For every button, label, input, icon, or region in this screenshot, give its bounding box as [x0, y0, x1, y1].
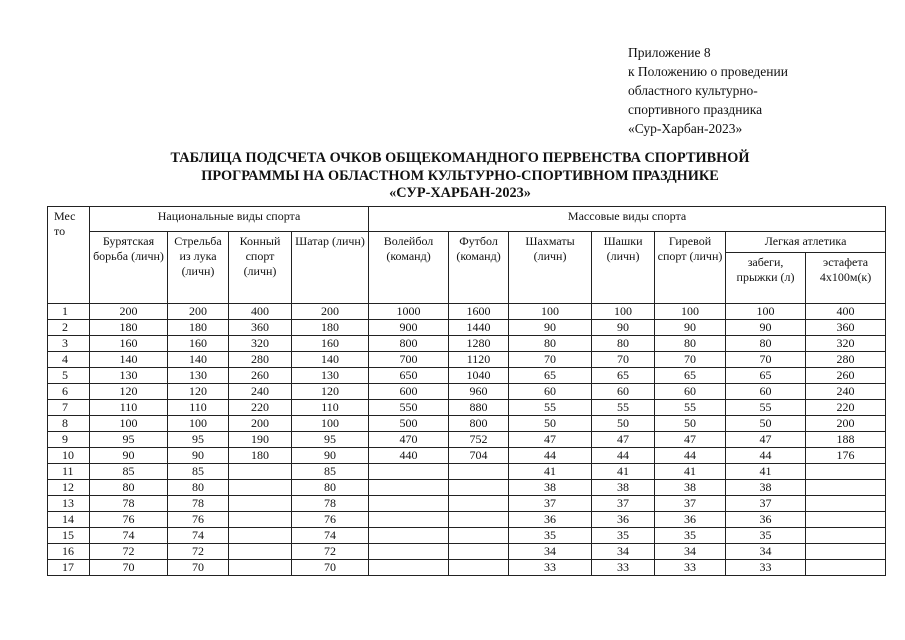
points-cell: 74 [90, 528, 168, 544]
points-cell: 110 [90, 400, 168, 416]
column-header: Волейбол (команд) [369, 232, 449, 304]
points-cell [449, 480, 509, 496]
points-cell: 360 [229, 320, 292, 336]
points-cell [806, 544, 886, 560]
points-cell: 600 [369, 384, 449, 400]
points-cell: 35 [509, 528, 592, 544]
points-cell: 320 [806, 336, 886, 352]
column-header: Шашки (личн) [592, 232, 655, 304]
points-cell: 47 [655, 432, 726, 448]
place-header: Мес то [48, 207, 90, 304]
points-cell: 50 [592, 416, 655, 432]
points-cell: 1280 [449, 336, 509, 352]
points-cell: 360 [806, 320, 886, 336]
place-cell: 9 [48, 432, 90, 448]
points-cell: 47 [726, 432, 806, 448]
points-cell: 70 [90, 560, 168, 576]
points-cell: 41 [592, 464, 655, 480]
points-cell: 44 [726, 448, 806, 464]
points-cell: 100 [655, 304, 726, 320]
points-cell: 76 [90, 512, 168, 528]
table-row [48, 496, 886, 512]
points-cell: 60 [655, 384, 726, 400]
points-cell: 78 [168, 496, 229, 512]
points-cell: 95 [292, 432, 369, 448]
appendix-line: Приложение 8 [628, 45, 711, 60]
points-cell: 1040 [449, 368, 509, 384]
points-cell: 160 [90, 336, 168, 352]
points-cell: 80 [292, 480, 369, 496]
points-cell: 37 [726, 496, 806, 512]
points-cell: 55 [726, 400, 806, 416]
points-cell: 44 [509, 448, 592, 464]
points-cell: 38 [509, 480, 592, 496]
column-header: забеги, прыжки (л) [726, 253, 806, 304]
points-cell: 180 [168, 320, 229, 336]
table-row [48, 512, 886, 528]
points-cell: 37 [592, 496, 655, 512]
points-cell [229, 464, 292, 480]
table-row [48, 480, 886, 496]
place-cell: 5 [48, 368, 90, 384]
points-cell: 70 [509, 352, 592, 368]
points-cell [369, 512, 449, 528]
place-cell: 16 [48, 544, 90, 560]
place-cell: 3 [48, 336, 90, 352]
points-cell: 1600 [449, 304, 509, 320]
points-cell [369, 544, 449, 560]
points-cell: 55 [592, 400, 655, 416]
column-header: Гиревой спорт (личн) [655, 232, 726, 304]
points-cell: 47 [509, 432, 592, 448]
points-cell [449, 512, 509, 528]
points-cell: 80 [90, 480, 168, 496]
points-cell [229, 528, 292, 544]
points-cell: 160 [168, 336, 229, 352]
points-cell: 220 [229, 400, 292, 416]
column-header: эстафета 4х100м(к) [806, 253, 886, 304]
points-cell: 33 [726, 560, 806, 576]
points-cell: 180 [90, 320, 168, 336]
column-header: Шатар (личн) [292, 232, 369, 304]
points-cell: 55 [509, 400, 592, 416]
points-cell: 41 [655, 464, 726, 480]
appendix-line: спортивного праздника [628, 102, 763, 117]
mass-sports-header: Массовые виды спорта [369, 207, 886, 232]
points-cell: 90 [726, 320, 806, 336]
points-cell: 38 [726, 480, 806, 496]
points-cell: 35 [592, 528, 655, 544]
place-cell: 1 [48, 304, 90, 320]
points-cell: 280 [806, 352, 886, 368]
points-cell [806, 464, 886, 480]
points-cell: 44 [592, 448, 655, 464]
points-cell: 70 [592, 352, 655, 368]
points-cell [806, 528, 886, 544]
points-cell [369, 480, 449, 496]
points-cell: 34 [592, 544, 655, 560]
points-cell: 60 [509, 384, 592, 400]
points-cell [449, 528, 509, 544]
appendix-line: областного культурно- [628, 83, 758, 98]
appendix-note [628, 43, 788, 138]
table-row [48, 544, 886, 560]
points-cell [449, 560, 509, 576]
title-line: ПРОГРАММЫ НА ОБЛАСТНОМ КУЛЬТУРНО-СПОРТИВНОМ ПРАЗДНИКЕ [201, 167, 719, 184]
points-cell: 50 [509, 416, 592, 432]
place-cell: 7 [48, 400, 90, 416]
points-cell: 700 [369, 352, 449, 368]
points-cell [449, 496, 509, 512]
table-row [48, 368, 886, 384]
points-cell: 1440 [449, 320, 509, 336]
points-cell: 120 [168, 384, 229, 400]
points-cell: 240 [229, 384, 292, 400]
points-cell: 90 [509, 320, 592, 336]
points-cell: 72 [90, 544, 168, 560]
points-cell: 70 [726, 352, 806, 368]
title-line: «СУР-ХАРБАН-2023» [389, 185, 531, 201]
table-row [48, 384, 886, 400]
document-title [110, 150, 810, 203]
table-row [48, 352, 886, 368]
points-cell: 80 [592, 336, 655, 352]
points-cell [369, 560, 449, 576]
points-cell: 800 [449, 416, 509, 432]
points-cell: 280 [229, 352, 292, 368]
points-cell: 200 [292, 304, 369, 320]
points-cell: 78 [90, 496, 168, 512]
points-cell: 100 [592, 304, 655, 320]
points-cell: 95 [90, 432, 168, 448]
points-cell: 130 [90, 368, 168, 384]
place-cell: 2 [48, 320, 90, 336]
points-cell: 65 [509, 368, 592, 384]
table-row [48, 320, 886, 336]
points-cell: 36 [509, 512, 592, 528]
points-cell: 36 [592, 512, 655, 528]
points-cell [449, 464, 509, 480]
points-cell: 90 [292, 448, 369, 464]
table-row [48, 448, 886, 464]
place-cell: 11 [48, 464, 90, 480]
place-cell: 8 [48, 416, 90, 432]
place-cell: 14 [48, 512, 90, 528]
points-cell [806, 560, 886, 576]
place-cell: 4 [48, 352, 90, 368]
points-cell: 110 [168, 400, 229, 416]
points-cell [229, 496, 292, 512]
points-cell: 120 [90, 384, 168, 400]
points-cell: 80 [509, 336, 592, 352]
points-cell: 550 [369, 400, 449, 416]
points-cell: 1120 [449, 352, 509, 368]
points-cell: 55 [655, 400, 726, 416]
points-cell: 90 [90, 448, 168, 464]
points-cell: 33 [509, 560, 592, 576]
points-cell: 80 [726, 336, 806, 352]
score-table [47, 206, 886, 576]
points-cell: 41 [509, 464, 592, 480]
points-cell: 60 [726, 384, 806, 400]
points-cell: 76 [168, 512, 229, 528]
place-cell: 12 [48, 480, 90, 496]
points-cell [369, 496, 449, 512]
points-cell: 140 [292, 352, 369, 368]
points-cell [229, 480, 292, 496]
points-cell: 200 [806, 416, 886, 432]
points-cell: 180 [229, 448, 292, 464]
points-cell: 35 [655, 528, 726, 544]
points-cell [806, 496, 886, 512]
points-cell: 260 [806, 368, 886, 384]
points-cell: 900 [369, 320, 449, 336]
points-cell: 240 [806, 384, 886, 400]
points-cell: 33 [592, 560, 655, 576]
points-cell: 752 [449, 432, 509, 448]
points-cell: 220 [806, 400, 886, 416]
points-cell: 33 [655, 560, 726, 576]
table-row [48, 432, 886, 448]
table-row [48, 400, 886, 416]
points-cell: 34 [509, 544, 592, 560]
points-cell: 320 [229, 336, 292, 352]
points-cell [229, 512, 292, 528]
points-cell: 440 [369, 448, 449, 464]
points-cell: 200 [229, 416, 292, 432]
table-row [48, 416, 886, 432]
points-cell: 78 [292, 496, 369, 512]
table-row [48, 464, 886, 480]
appendix-line: к Положению о проведении [628, 64, 788, 79]
points-cell: 100 [168, 416, 229, 432]
points-cell: 400 [806, 304, 886, 320]
points-cell: 60 [592, 384, 655, 400]
points-cell: 70 [292, 560, 369, 576]
points-cell: 36 [726, 512, 806, 528]
points-cell: 500 [369, 416, 449, 432]
points-cell: 704 [449, 448, 509, 464]
points-cell: 190 [229, 432, 292, 448]
points-cell: 50 [726, 416, 806, 432]
place-cell: 13 [48, 496, 90, 512]
table-row [48, 336, 886, 352]
column-header: Бурятская борьба (личн) [90, 232, 168, 304]
table-row [48, 560, 886, 576]
title-line: ТАБЛИЦА ПОДСЧЕТА ОЧКОВ ОБЩЕКОМАНДНОГО ПЕРВЕНСТВА СПОРТИВНОЙ [170, 150, 750, 166]
points-cell: 960 [449, 384, 509, 400]
score-table-body [48, 304, 886, 576]
points-cell: 400 [229, 304, 292, 320]
points-cell: 72 [292, 544, 369, 560]
points-cell: 130 [292, 368, 369, 384]
column-header: Конный спорт (личн) [229, 232, 292, 304]
column-header: Стрельба из лука (личн) [168, 232, 229, 304]
column-header: Футбол (команд) [449, 232, 509, 304]
points-cell: 90 [655, 320, 726, 336]
place-cell: 15 [48, 528, 90, 544]
points-cell: 470 [369, 432, 449, 448]
points-cell [229, 544, 292, 560]
points-cell: 188 [806, 432, 886, 448]
column-header: Шахматы (личн) [509, 232, 592, 304]
points-cell: 140 [168, 352, 229, 368]
place-cell: 17 [48, 560, 90, 576]
points-cell: 160 [292, 336, 369, 352]
points-cell: 176 [806, 448, 886, 464]
points-cell: 110 [292, 400, 369, 416]
points-cell: 41 [726, 464, 806, 480]
points-cell [229, 560, 292, 576]
points-cell: 880 [449, 400, 509, 416]
points-cell: 65 [592, 368, 655, 384]
points-cell: 95 [168, 432, 229, 448]
points-cell: 74 [168, 528, 229, 544]
table-row [48, 528, 886, 544]
points-cell: 85 [292, 464, 369, 480]
points-cell: 65 [726, 368, 806, 384]
points-cell [806, 512, 886, 528]
points-cell: 100 [292, 416, 369, 432]
points-cell: 100 [90, 416, 168, 432]
points-cell: 70 [168, 560, 229, 576]
points-cell: 130 [168, 368, 229, 384]
points-cell: 100 [509, 304, 592, 320]
points-cell: 80 [168, 480, 229, 496]
points-cell [369, 528, 449, 544]
points-cell: 50 [655, 416, 726, 432]
table-row [48, 304, 886, 320]
points-cell: 260 [229, 368, 292, 384]
points-cell: 200 [168, 304, 229, 320]
points-cell: 140 [90, 352, 168, 368]
points-cell: 35 [726, 528, 806, 544]
points-cell: 38 [592, 480, 655, 496]
points-cell: 90 [168, 448, 229, 464]
points-cell: 72 [168, 544, 229, 560]
place-cell: 10 [48, 448, 90, 464]
points-cell: 38 [655, 480, 726, 496]
points-cell: 36 [655, 512, 726, 528]
athletics-header: Легкая атлетика [726, 232, 886, 253]
appendix-line: «Сур-Харбан-2023» [628, 121, 743, 136]
points-cell: 90 [592, 320, 655, 336]
points-cell: 1000 [369, 304, 449, 320]
points-cell: 74 [292, 528, 369, 544]
points-cell [806, 480, 886, 496]
points-cell: 650 [369, 368, 449, 384]
points-cell: 180 [292, 320, 369, 336]
place-cell: 6 [48, 384, 90, 400]
points-cell [449, 544, 509, 560]
points-cell: 65 [655, 368, 726, 384]
points-cell: 200 [90, 304, 168, 320]
points-cell: 37 [509, 496, 592, 512]
points-cell: 120 [292, 384, 369, 400]
points-cell: 76 [292, 512, 369, 528]
national-sports-header: Национальные виды спорта [90, 207, 369, 232]
points-cell: 80 [655, 336, 726, 352]
points-cell: 800 [369, 336, 449, 352]
points-cell: 47 [592, 432, 655, 448]
points-cell: 70 [655, 352, 726, 368]
points-cell: 100 [726, 304, 806, 320]
points-cell: 37 [655, 496, 726, 512]
points-cell: 85 [168, 464, 229, 480]
points-cell: 44 [655, 448, 726, 464]
points-cell: 85 [90, 464, 168, 480]
points-cell [369, 464, 449, 480]
points-cell: 34 [726, 544, 806, 560]
points-cell: 34 [655, 544, 726, 560]
